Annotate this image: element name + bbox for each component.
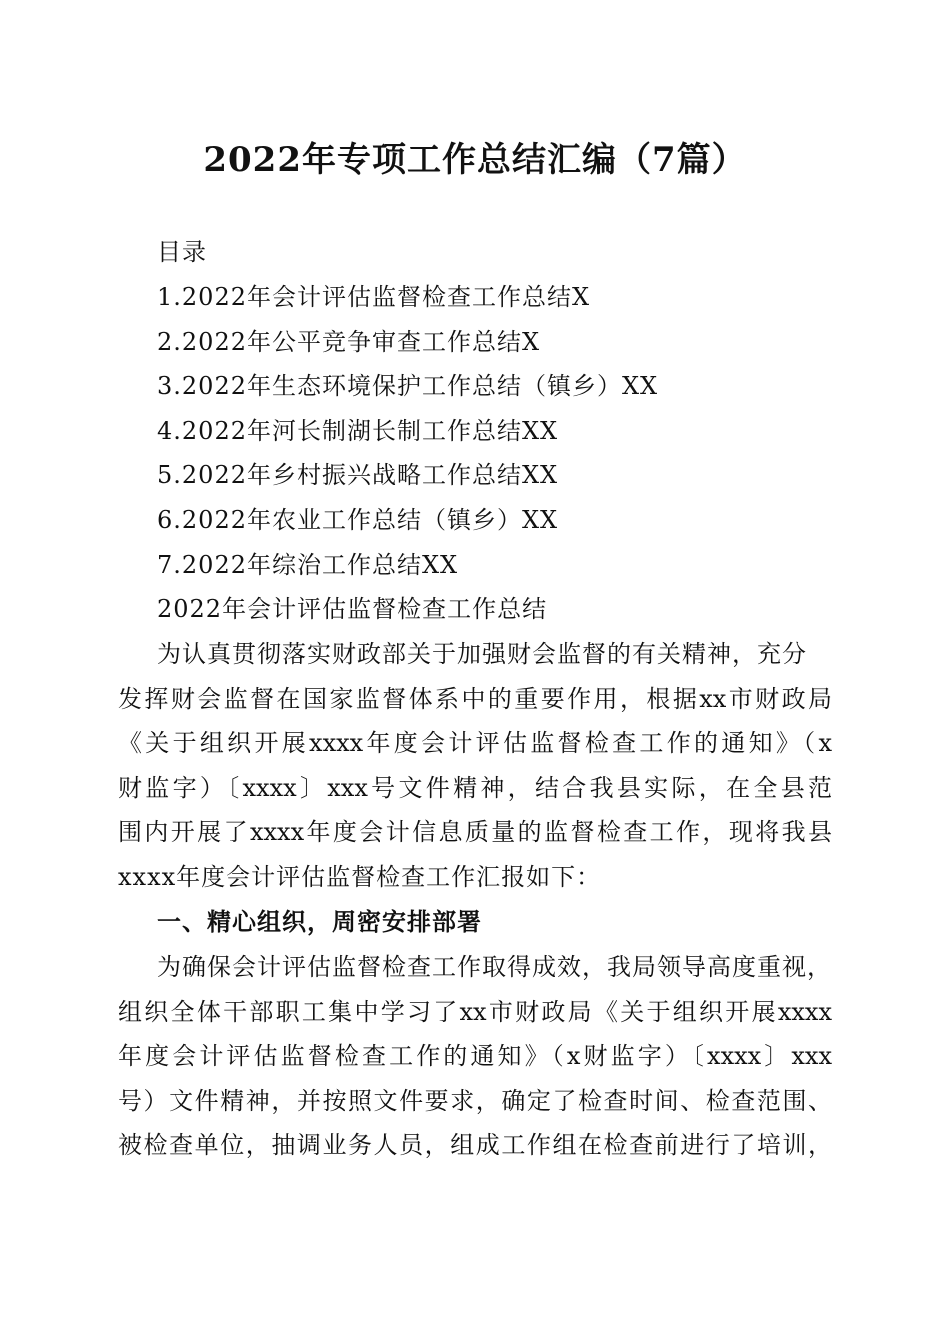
paragraph2-line-1: 为确保会计评估监督检查工作取得成效，我局领导高度重视， (157, 953, 832, 981)
section-1-heading: 一、精心组织，周密安排部署 (157, 908, 482, 936)
paragraph1-line-5: 围内开展了xxxx年度会计信息质量的监督检查工作，现将我县 (118, 818, 832, 846)
toc-item-6: 6.2022年农业工作总结（镇乡）XX (157, 506, 559, 534)
paragraph1-line-3: 《关于组织开展xxxx年度会计评估监督检查工作的通知》（x (118, 729, 832, 757)
paragraph1-line-1: 为认真贯彻落实财政部关于加强财会监督的有关精神，充分 (157, 640, 807, 668)
paragraph1-line-2: 发挥财会监督在国家监督体系中的重要作用，根据xx市财政局 (118, 685, 832, 713)
paragraph1-line-6: xxxx年度会计评估监督检查工作汇报如下： (118, 863, 602, 891)
toc-item-1: 1.2022年会计评估监督检查工作总结X (157, 283, 591, 311)
article-title: 2022年会计评估监督检查工作总结 (157, 595, 548, 623)
toc-item-2: 2.2022年公平竞争审查工作总结X (157, 328, 541, 356)
toc-item-5: 5.2022年乡村振兴战略工作总结XX (157, 461, 559, 489)
paragraph2-line-3: 年度会计评估监督检查工作的通知》（x财监字）〔xxxx〕xxx (118, 1042, 832, 1070)
document-title: 2022年专项工作总结汇编（7篇） (203, 140, 747, 180)
paragraph1-line-4: 财监字）〔xxxx〕xxx号文件精神，结合我县实际，在全县范 (118, 774, 832, 802)
paragraph2-line-4: 号）文件精神，并按照文件要求，确定了检查时间、检查范围、 (118, 1087, 832, 1115)
paragraph2-line-2: 组织全体干部职工集中学习了xx市财政局《关于组织开展xxxx (118, 998, 832, 1026)
toc-heading: 目录 (157, 238, 207, 266)
paragraph2-line-5: 被检查单位，抽调业务人员，组成工作组在检查前进行了培训， (118, 1131, 832, 1159)
toc-item-7: 7.2022年综治工作总结XX (157, 551, 459, 579)
toc-item-3: 3.2022年生态环境保护工作总结（镇乡）XX (157, 372, 659, 400)
toc-item-4: 4.2022年河长制湖长制工作总结XX (157, 417, 559, 445)
